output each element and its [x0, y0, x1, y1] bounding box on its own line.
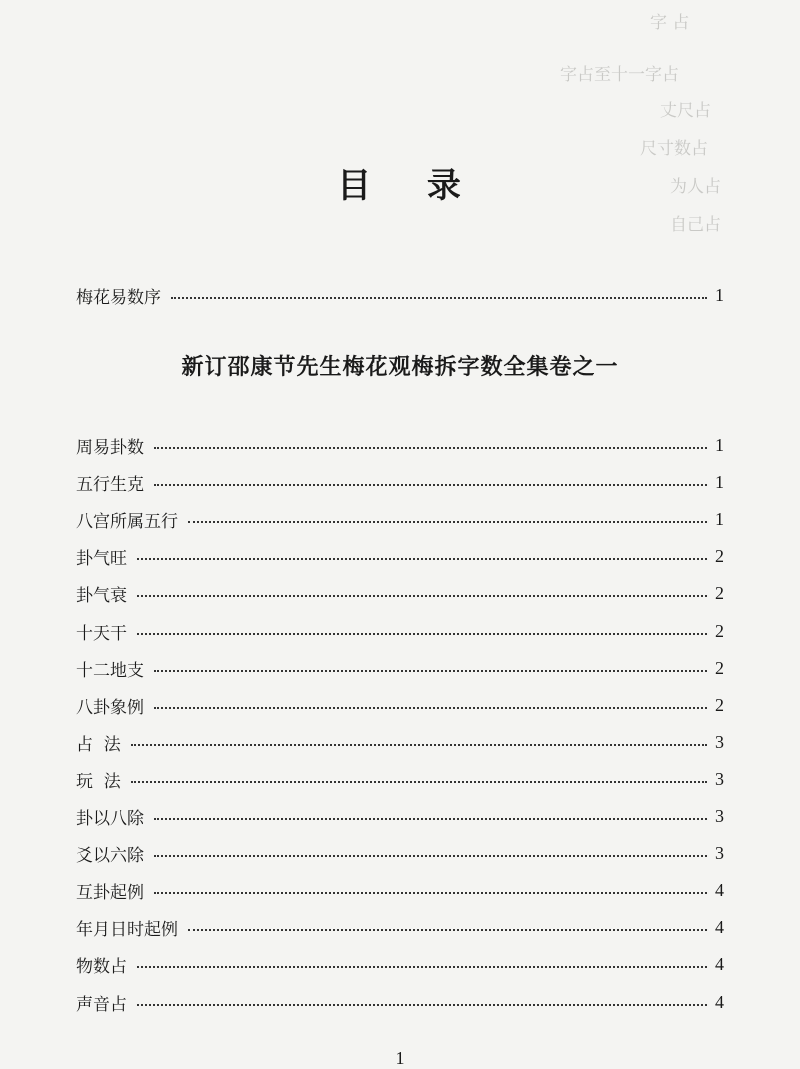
- toc-entry: [76, 728, 724, 756]
- dot-leader: [154, 818, 707, 820]
- dot-leader: [154, 670, 707, 672]
- dot-leader: [137, 966, 707, 968]
- toc-entry-label: 互卦起例: [76, 882, 144, 903]
- toc-page-number: 4: [715, 953, 724, 974]
- toc-entry: [76, 691, 724, 719]
- toc-entry: [76, 950, 724, 978]
- toc-entry: [76, 988, 724, 1016]
- toc-entry: [76, 913, 724, 941]
- bleed-through-text: 丈尺占: [660, 101, 711, 121]
- bleed-through-text: 字占至十一字占: [560, 65, 679, 85]
- toc-page-number: 2: [715, 657, 724, 678]
- toc-entry: [76, 839, 724, 867]
- dot-leader: [154, 707, 707, 709]
- toc-entry-label: 卦气旺: [76, 548, 127, 569]
- dot-leader: [137, 1004, 707, 1006]
- toc-entry-label: 玩 法: [76, 771, 121, 792]
- toc-entry-label: 声音占: [76, 994, 127, 1015]
- toc-entry-label: 八卦象例: [76, 697, 144, 718]
- toc-entry-label: 年月日时起例: [76, 919, 178, 940]
- toc-entry-label: 十二地支: [76, 660, 144, 681]
- dot-leader: [154, 447, 707, 449]
- page-title: 目 录: [337, 166, 483, 206]
- toc-entry-label: 物数占: [76, 956, 127, 977]
- dot-leader: [171, 297, 707, 299]
- dot-leader: [131, 781, 707, 783]
- toc-page-number: 4: [715, 879, 724, 900]
- toc-page-number: 2: [715, 582, 724, 603]
- toc-page-number: 3: [715, 842, 724, 863]
- bleed-through-text: 字 占: [650, 13, 690, 33]
- dot-leader: [137, 558, 707, 560]
- dot-leader: [188, 521, 707, 523]
- toc-entry-preface: [76, 281, 724, 309]
- bleed-through-text: 为人占: [670, 177, 721, 197]
- toc-page-number: 1: [715, 434, 724, 455]
- toc-page-number: 2: [715, 545, 724, 566]
- toc-entry: [76, 579, 724, 607]
- toc-entry: [76, 654, 724, 682]
- toc-page-number: 2: [715, 694, 724, 715]
- toc-entry: [76, 542, 724, 570]
- dot-leader: [137, 595, 707, 597]
- toc-page-number: 3: [715, 731, 724, 752]
- toc-entry-label: 卦以八除: [76, 808, 144, 829]
- toc-entry-label: 卦气衰: [76, 585, 127, 606]
- toc-entry-label: 占 法: [76, 734, 121, 755]
- toc-entry: [76, 765, 724, 793]
- dot-leader: [154, 892, 707, 894]
- page-folio: 1: [395, 1048, 405, 1068]
- toc-page-number: 4: [715, 991, 724, 1012]
- toc-page-number: 4: [715, 916, 724, 937]
- toc-page-number: 1: [715, 284, 724, 305]
- toc-page-number: 2: [715, 620, 724, 641]
- toc-page-number: 1: [715, 471, 724, 492]
- bleed-through-text: 自己占: [670, 215, 721, 235]
- toc-entry: [76, 431, 724, 459]
- dot-leader: [154, 855, 707, 857]
- toc-entry-label: 八宫所属五行: [76, 511, 178, 532]
- dot-leader: [131, 744, 707, 746]
- toc-entry-label: 五行生克: [76, 474, 144, 495]
- volume-heading: 新订邵康节先生梅花观梅拆字数全集卷之一: [181, 354, 619, 380]
- toc-page-number: 1: [715, 508, 724, 529]
- toc-entry: [76, 876, 724, 904]
- toc-entry-label: 梅花易数序: [76, 287, 161, 308]
- toc-page-number: 3: [715, 805, 724, 826]
- toc-entry: [76, 468, 724, 496]
- toc-entry: [76, 505, 724, 533]
- toc-entry-label: 爻以六除: [76, 845, 144, 866]
- toc-entry-label: 周易卦数: [76, 437, 144, 458]
- dot-leader: [188, 929, 707, 931]
- dot-leader: [154, 484, 707, 486]
- toc-page-number: 3: [715, 768, 724, 789]
- dot-leader: [137, 633, 707, 635]
- toc-entry-label: 十天干: [76, 623, 127, 644]
- toc-entry: [76, 617, 724, 645]
- bleed-through-text: 尺寸数占: [640, 139, 708, 159]
- toc-entry: [76, 802, 724, 830]
